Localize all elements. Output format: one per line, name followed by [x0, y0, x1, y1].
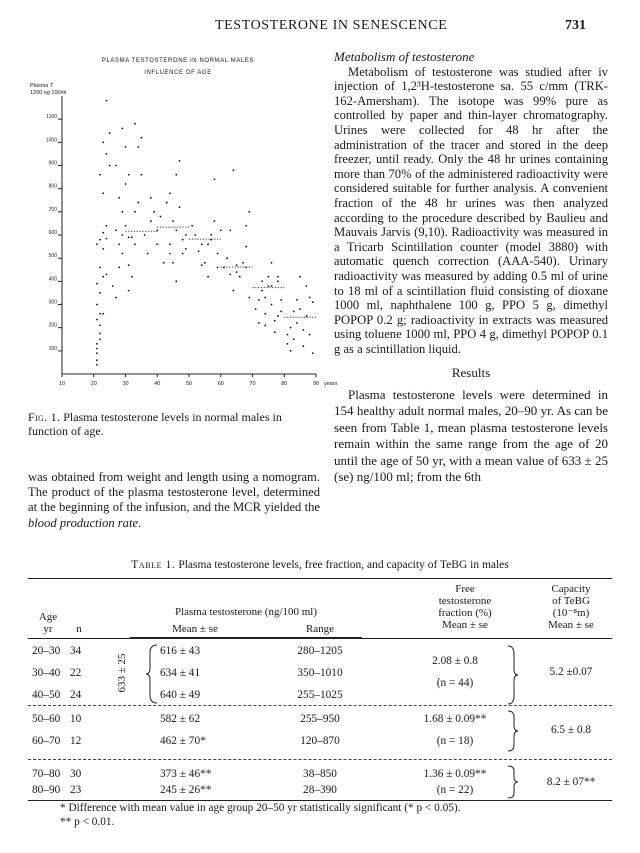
- data-point: [182, 239, 184, 241]
- y-tick-label: 900: [48, 160, 57, 167]
- data-point: [277, 280, 279, 282]
- row4-range: 255–950: [300, 713, 340, 725]
- row1-mean: 616 ± 43: [160, 645, 201, 657]
- data-point: [102, 313, 104, 315]
- data-point: [115, 297, 117, 299]
- metabolism-paragraph: Metabolism of testosterone was studied after iv injection of 1,2³H-testosterone sa. 55 c/mm (TRK-162-Amersham). The isotope was 99% pure as controlled by paper and thin-layer chromatography. Urines were collected for 48 hr after the administration of the tracer and stored in the deep freezer, until ready. Only the 48 hr urines containing more than 70% of the administered radioactivity were considered suitable for further analysis. A convenient fraction of the 48 hr urines was then analyzed according to the procedure described by Baulieu and Mauvais Jarvis (9,10). Radioactivity was measured in a Tricarb Scintillation counter (model 3880) with automatic quench correction (AAA-540). Urinary radioactivity was measured by adding 0.5 ml of urine to 18 ml of a scintillation fluid consisting of dioxane 1000 ml, naphthalene 100 g, PPO 5 g, dimethyl POPOP 0.2 g; radioactivity in extracts was measured using toluene 1000 ml, PPO 4 g, dimethyl POPOP 0.1 g as a scintillation liquid.: [334, 64, 608, 356]
- data-point: [229, 273, 231, 275]
- table-label: Table 1.: [131, 559, 176, 571]
- data-point: [156, 229, 158, 231]
- row5-range: 120–870: [300, 735, 340, 747]
- data-point: [121, 128, 123, 130]
- data-point: [175, 280, 177, 282]
- data-point: [169, 253, 171, 255]
- capacity-group1: 5.2 ±0.07: [549, 666, 593, 678]
- figure-caption: [28, 410, 320, 438]
- header-free-line3: fraction (%): [438, 607, 492, 619]
- data-point: [185, 234, 187, 236]
- x-tick-label: 40: [154, 381, 161, 387]
- data-point: [109, 132, 111, 134]
- row6-range: 38–850: [303, 768, 337, 780]
- data-point: [236, 271, 238, 273]
- data-point: [210, 234, 212, 236]
- y-tick-label: 1000: [45, 137, 57, 144]
- data-point: [185, 248, 187, 250]
- data-point: [267, 276, 269, 278]
- data-point: [198, 250, 200, 252]
- figure-caption-text: Plasma testosterone levels in normal males in function of age.: [28, 410, 282, 438]
- brace-free-group1: [506, 644, 520, 706]
- row7-mean: 245 ± 26**: [160, 784, 212, 796]
- data-point: [271, 285, 273, 287]
- header-range: Range: [305, 623, 335, 635]
- data-point: [302, 329, 304, 331]
- data-point: [96, 348, 98, 350]
- data-point: [169, 192, 171, 194]
- x-tick-label: 60: [217, 381, 224, 387]
- table-group-rule-2: [28, 759, 612, 760]
- data-point: [194, 234, 196, 236]
- data-point: [99, 174, 101, 176]
- data-point: [147, 253, 149, 255]
- row6-age: 70–80: [32, 768, 61, 780]
- running-title: TESTOSTERONE IN SENESCENCE: [215, 18, 448, 33]
- data-point: [175, 174, 177, 176]
- data-point: [121, 234, 123, 236]
- data-point: [140, 174, 142, 176]
- free-group1-n: (n = 44): [436, 677, 474, 689]
- data-point: [309, 297, 311, 299]
- data-point: [102, 276, 104, 278]
- y-tick-label: 200: [48, 322, 57, 329]
- data-point: [179, 160, 181, 162]
- data-point: [96, 304, 98, 306]
- data-point: [233, 290, 235, 292]
- header-age-line2: yr: [43, 623, 53, 635]
- data-point: [274, 331, 276, 333]
- row6-n: 30: [70, 768, 82, 780]
- row3-mean: 640 ± 49: [160, 689, 201, 701]
- y-tick-label: 400: [48, 276, 57, 283]
- capacity-group3: 8.2 ± 07**: [546, 776, 596, 788]
- data-point: [267, 285, 269, 287]
- data-point: [99, 338, 101, 340]
- data-point: [112, 285, 114, 287]
- data-point: [233, 169, 235, 171]
- data-point: [223, 267, 225, 269]
- data-point: [277, 315, 279, 317]
- brace-free-group3: [506, 764, 520, 800]
- data-point: [296, 322, 298, 324]
- data-point: [144, 234, 146, 236]
- data-point: [290, 350, 292, 352]
- data-point: [293, 311, 295, 313]
- data-point: [210, 239, 212, 241]
- data-point: [156, 243, 158, 245]
- data-point: [96, 364, 98, 366]
- data-point: [258, 322, 260, 324]
- data-point: [290, 327, 292, 329]
- y-tick-label: 500: [48, 253, 57, 260]
- group-mean-vertical: 633 ± 25: [116, 653, 128, 693]
- row3-range: 255–1025: [297, 689, 343, 701]
- data-point: [264, 313, 266, 315]
- table-title: [0, 559, 640, 571]
- scatter-chart: [28, 56, 338, 406]
- data-point: [106, 100, 108, 102]
- x-tick-label: 70: [249, 381, 256, 387]
- y-tick-label: 100: [48, 345, 57, 352]
- data-point: [264, 324, 266, 326]
- free-group2-n: (n = 18): [436, 735, 474, 747]
- data-point: [96, 359, 98, 361]
- free-group3-value: 1.36 ± 0.09**: [423, 768, 487, 780]
- header-free-line4: Mean ± se: [442, 619, 488, 631]
- data-point: [207, 243, 209, 245]
- row5-mean: 462 ± 70*: [160, 735, 206, 747]
- data-point: [293, 338, 295, 340]
- y-tick-label: 1100: [46, 114, 57, 121]
- header-n: n: [76, 623, 82, 635]
- data-point: [299, 308, 301, 310]
- x-tick-label: 10: [58, 381, 66, 387]
- page-header: [0, 16, 640, 40]
- data-point: [106, 238, 108, 240]
- data-point: [255, 308, 257, 310]
- figure-title-line1: PLASMA TESTOSTERONE IN NORMAL MALES: [101, 58, 255, 64]
- row1-range: 280–1205: [297, 645, 343, 657]
- data-point: [102, 248, 104, 250]
- x-axis-unit: years: [324, 381, 338, 387]
- data-point: [118, 243, 120, 245]
- data-point: [106, 273, 108, 275]
- data-point: [134, 211, 136, 213]
- row2-mean: 634 ± 41: [160, 667, 201, 679]
- free-group2-value: 1.68 ± 0.09**: [423, 713, 487, 725]
- header-age-line1: Age: [38, 611, 58, 623]
- row4-age: 50–60: [32, 713, 61, 725]
- data-point: [134, 123, 136, 125]
- data-point: [99, 267, 101, 269]
- row3-age: 40–50: [32, 689, 61, 701]
- data-point: [128, 236, 130, 238]
- x-tick-label: 50: [185, 381, 193, 387]
- right-column: [334, 50, 608, 486]
- data-point: [312, 352, 314, 354]
- data-point: [309, 334, 311, 336]
- data-point: [242, 262, 244, 264]
- data-point: [217, 267, 219, 269]
- header-cap-line1: Capacity: [551, 583, 591, 595]
- data-point: [299, 276, 301, 278]
- data-point: [96, 243, 98, 245]
- data-point: [220, 229, 222, 231]
- data-point: [207, 276, 209, 278]
- data-point: [99, 333, 101, 335]
- row6-mean: 373 ± 46**: [160, 768, 212, 780]
- row2-n: 22: [70, 667, 82, 679]
- data-point: [214, 179, 216, 181]
- row4-n: 10: [70, 713, 82, 725]
- data-point: [96, 352, 98, 354]
- data-point: [102, 232, 104, 234]
- data-point: [121, 253, 123, 255]
- brace-free-group2: [506, 709, 520, 753]
- data-point: [106, 225, 108, 227]
- section-title-metabolism: Metabolism of testosterone: [334, 49, 475, 64]
- row3-n: 24: [70, 689, 82, 701]
- results-paragraph: Plasma testosterone levels were determined in 154 healthy adult normal males, 20–90 yr. As can be seen from Table 1, mean plasma testosterone levels remain within the same range from the age of 20 until the age of 50 yr, with a mean value of 633 ± 25 (se) ng/100 ml; from the 6th: [334, 387, 608, 485]
- section-title-results: Results: [451, 365, 491, 381]
- data-point: [175, 229, 177, 231]
- header-plasma-group: Plasma testosterone (ng/100 ml): [174, 606, 318, 618]
- data-point: [245, 246, 247, 248]
- header-capacity: [530, 583, 612, 631]
- data-point: [96, 319, 98, 321]
- data-point: [153, 211, 155, 213]
- data-point: [179, 206, 181, 208]
- header-cap-line4: Mean ± se: [548, 619, 594, 631]
- left-paragraph-pre: was obtained from weight and length using a nomogram. The product of the plasma testosterone level, determined at the beginning of the infusion, and the MCR yielded the: [28, 470, 320, 515]
- row4-mean: 582 ± 62: [160, 713, 201, 725]
- data-point: [204, 262, 206, 264]
- row7-age: 80–90: [32, 784, 61, 796]
- row7-n: 23: [70, 784, 82, 796]
- data-point: [245, 225, 247, 227]
- data-point: [128, 174, 130, 176]
- data-point: [312, 301, 314, 303]
- data-point: [125, 225, 127, 227]
- data-point: [102, 141, 104, 143]
- data-point: [150, 197, 152, 199]
- header-mean-se: Mean ± se: [172, 623, 218, 635]
- data-point: [245, 267, 247, 269]
- data-point: [134, 243, 136, 245]
- data-point: [169, 243, 171, 245]
- row2-age: 30–40: [32, 667, 61, 679]
- data-point: [191, 225, 193, 227]
- footnote-2: ** p < 0.01.: [60, 816, 115, 828]
- capacity-group2: 6.5 ± 0.8: [550, 724, 592, 736]
- data-point: [296, 299, 298, 301]
- data-point: [274, 320, 276, 322]
- data-point: [271, 262, 273, 264]
- data-point: [131, 236, 133, 238]
- table-title-text: Plasma testosterone levels, free fraction, and capacity of TeBG in males: [178, 559, 509, 571]
- data-point: [118, 197, 120, 199]
- data-point: [226, 257, 228, 259]
- data-point: [172, 262, 174, 264]
- data-point: [128, 290, 130, 292]
- data-point: [166, 202, 168, 204]
- left-paragraph-post: .: [138, 515, 142, 530]
- data-point: [264, 297, 266, 299]
- data-point: [109, 165, 111, 167]
- data-point: [99, 313, 101, 315]
- data-point: [99, 239, 101, 241]
- footnote-1: * Difference with mean value in age group 20–50 yr statistically significant (* p < 0.05).: [60, 802, 461, 814]
- header-free-line1: Free: [455, 583, 475, 595]
- data-point: [261, 290, 263, 292]
- data-point: [150, 220, 152, 222]
- row7-range: 28–390: [303, 784, 337, 796]
- data-point: [302, 345, 304, 347]
- data-point: [201, 264, 203, 266]
- data-point: [258, 299, 260, 301]
- header-age: [28, 611, 68, 635]
- data-point: [261, 280, 263, 282]
- y-axis-label-line2: 1200 ng 100ml: [30, 90, 67, 96]
- data-point: [248, 211, 250, 213]
- data-point: [137, 146, 139, 148]
- data-point: [137, 202, 139, 204]
- y-tick-label: 800: [48, 183, 57, 190]
- figure-1: [28, 56, 338, 406]
- data-point: [140, 137, 142, 139]
- y-tick-label: 700: [48, 206, 57, 213]
- row5-age: 60–70: [32, 735, 61, 747]
- data-point: [306, 285, 308, 287]
- data-point: [271, 304, 273, 306]
- y-tick-label: 300: [48, 299, 57, 306]
- data-point: [115, 165, 117, 167]
- figure-title-line2: INFLUENCE OF AGE: [144, 70, 212, 76]
- x-tick-label: 30: [122, 381, 129, 387]
- data-point: [229, 229, 231, 231]
- table-group-rule-1: [28, 705, 612, 706]
- row2-range: 350–1010: [297, 667, 343, 679]
- data-point: [239, 276, 241, 278]
- page-number: 731: [565, 18, 586, 33]
- brace-plasma-group: [145, 643, 159, 705]
- data-point: [96, 343, 98, 345]
- row1-age: 20–30: [32, 645, 61, 657]
- y-axis-label-line1: Plasma T: [30, 83, 54, 89]
- free-group3-n: (n = 22): [436, 784, 474, 796]
- data-point: [201, 243, 203, 245]
- data-point: [102, 192, 104, 194]
- x-tick-label: 80: [281, 381, 288, 387]
- data-point: [248, 297, 250, 299]
- data-point: [182, 253, 184, 255]
- data-point: [125, 146, 127, 148]
- data-point: [99, 324, 101, 326]
- data-point: [172, 220, 174, 222]
- data-point: [96, 283, 98, 285]
- data-point: [217, 253, 219, 255]
- data-point: [118, 267, 120, 269]
- header-cap-line2: of TeBG: [552, 595, 590, 607]
- data-point: [121, 211, 123, 213]
- table-footnotes: [60, 801, 461, 829]
- data-point: [125, 183, 127, 185]
- data-point: [280, 299, 282, 301]
- header-free-fraction: [400, 583, 530, 631]
- data-point: [131, 276, 133, 278]
- data-point: [236, 264, 238, 266]
- row5-n: 12: [70, 735, 82, 747]
- header-cap-line3: (10⁻⁸m): [552, 607, 590, 619]
- y-tick-label: 600: [48, 230, 57, 236]
- data-point: [214, 220, 216, 222]
- data-point: [287, 343, 289, 345]
- free-group1-value: 2.08 ± 0.8: [432, 655, 478, 667]
- table-top-rule: [28, 578, 612, 579]
- x-tick-label: 20: [90, 381, 97, 387]
- figure-caption-label: Fig. 1.: [28, 410, 61, 424]
- data-point: [160, 216, 162, 218]
- data-point: [128, 264, 130, 266]
- data-point: [115, 229, 117, 231]
- row1-n: 34: [70, 645, 82, 657]
- data-point: [306, 315, 308, 317]
- left-paragraph: [28, 470, 320, 531]
- x-tick-label: 90: [312, 381, 320, 387]
- data-point: [163, 262, 165, 264]
- table-header-rule: [28, 638, 612, 639]
- header-free-line2: testosterone: [438, 595, 492, 607]
- data-point: [99, 292, 101, 294]
- data-point: [280, 311, 282, 313]
- data-point: [106, 153, 108, 155]
- left-paragraph-emph: blood production rate: [28, 515, 139, 530]
- data-point: [277, 276, 279, 278]
- data-point: [287, 334, 289, 336]
